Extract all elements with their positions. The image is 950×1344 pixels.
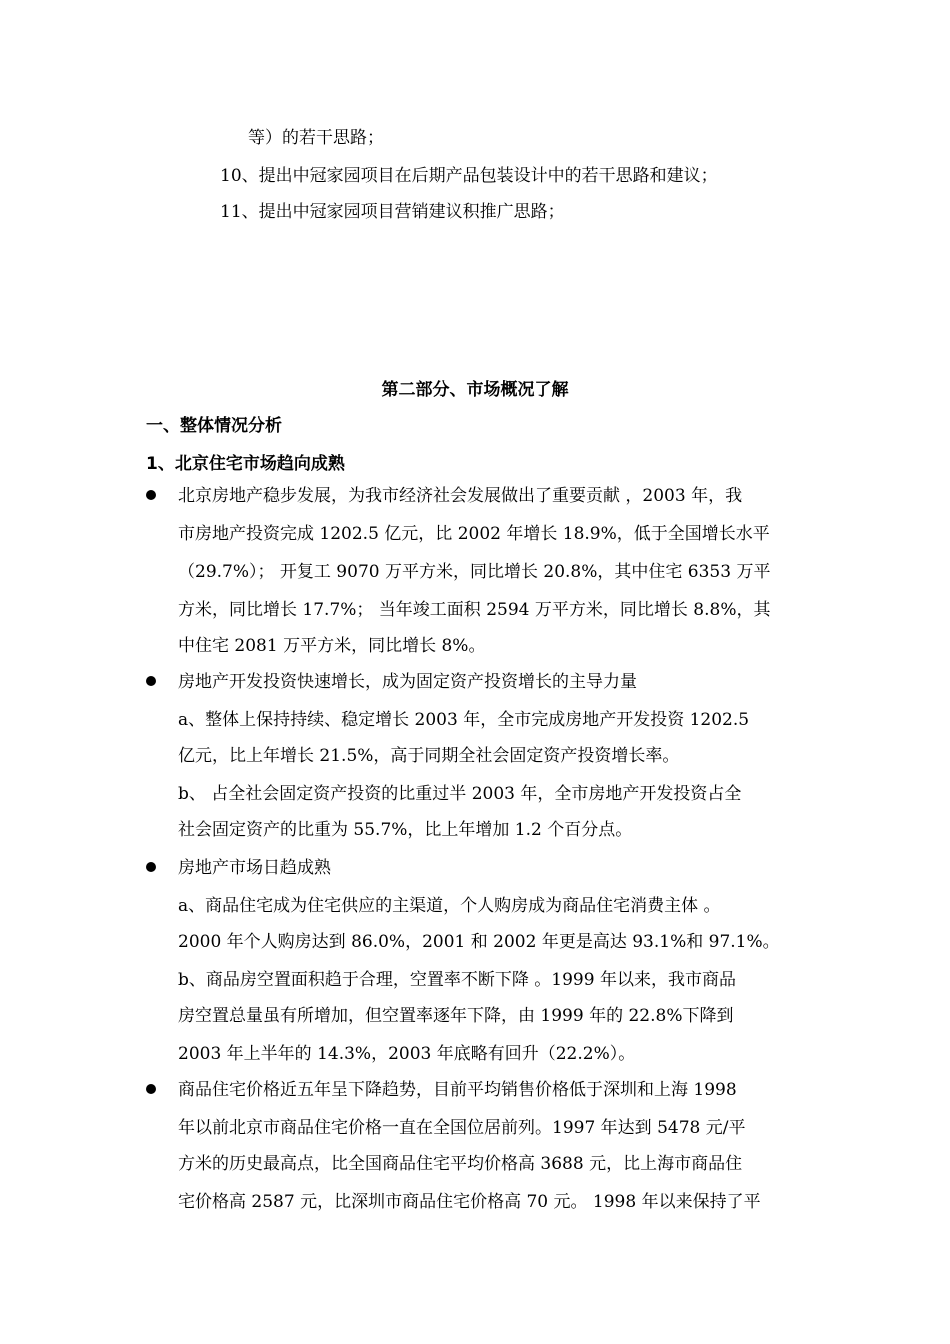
bullet-3-line-6: 2003 年上半年的 14.3%，2003 年底略有回升（22.2%）。 (178, 1044, 636, 1064)
bullet-2-line-3: 亿元，比上年增长 21.5%，高于同期全社会固定资产投资增长率。 (178, 746, 680, 766)
bullet-1-line-2: 市房地产投资完成 1202.5 亿元，比 2002 年增长 18.9%，低于全国增长水平 (178, 524, 770, 544)
bullet-2-line-4: b、 占全社会固定资产投资的比重过半 2003 年，全市房地产开发投资占全 (178, 784, 742, 804)
bullet-1-line-4: 方米，同比增长 17.7%； 当年竣工面积 2594 万平方米，同比增长 8.8%，其 (178, 600, 771, 620)
bullet-3-line-1: 房地产市场日趋成熟 (178, 858, 331, 878)
bullet-1-line-3: （29.7%）； 开复工 9070 万平方米，同比增长 20.8%，其中住宅 6353 万平 (178, 562, 771, 582)
bullet-3-line-5: 房空置总量虽有所增加，但空置率逐年下降，由 1999 年的 22.8%下降到 (178, 1006, 734, 1026)
bullet-icon (146, 490, 156, 500)
bullet-3-line-2: a、商品住宅成为住宅供应的主渠道，个人购房成为商品住宅消费主体 。 (178, 896, 721, 916)
section-heading: 一、整体情况分析 (146, 416, 282, 436)
bullet-1-line-1: 北京房地产稳步发展，为我市经济社会发展做出了重要贡献 ，2003 年，我 (178, 486, 743, 506)
list-item-10: 10、提出中冠家园项目在后期产品包装设计中的若干思路和建议； (220, 166, 718, 186)
bullet-1-line-5: 中住宅 2081 万平方米，同比增长 8%。 (178, 636, 486, 656)
bullet-4-line-4: 宅价格高 2587 元，比深圳市商品住宅价格高 70 元。 1998 年以来保持了平 (178, 1192, 761, 1212)
part-title: 第二部分、市场概况了解 (381, 380, 569, 400)
list-item-11: 11、提出中冠家园项目营销建议积推广思路； (220, 202, 565, 222)
bullet-4-line-2: 年以前北京市商品住宅价格一直在全国位居前列。1997 年达到 5478 元/平 (178, 1118, 746, 1138)
bullet-2-line-5: 社会固定资产的比重为 55.7%，比上年增加 1.2 个百分点。 (178, 820, 633, 840)
bullet-icon (146, 862, 156, 872)
bullet-4-line-3: 方米的历史最高点，比全国商品住宅平均价格高 3688 元，比上海市商品住 (178, 1154, 743, 1174)
bullet-icon (146, 676, 156, 686)
bullet-icon (146, 1084, 156, 1094)
bullet-2-line-2: a、整体上保持持续、稳定增长 2003 年，全市完成房地产开发投资 1202.5 (178, 710, 750, 730)
bullet-3-line-3: 2000 年个人购房达到 86.0%，2001 和 2002 年更是高达 93.1%和 97.1%。 (178, 932, 780, 952)
subsection-heading: 1、北京住宅市场趋向成熟 (146, 454, 345, 474)
bullet-2-line-1: 房地产开发投资快速增长，成为固定资产投资增长的主导力量 (178, 672, 637, 692)
bullet-3-line-4: b、商品房空置面积趋于合理，空置率不断下降 。1999 年以来，我市商品 (178, 970, 736, 990)
intro-continuation: 等）的若干思路； (248, 128, 384, 148)
bullet-4-line-1: 商品住宅价格近五年呈下降趋势，目前平均销售价格低于深圳和上海 1998 (178, 1080, 737, 1100)
